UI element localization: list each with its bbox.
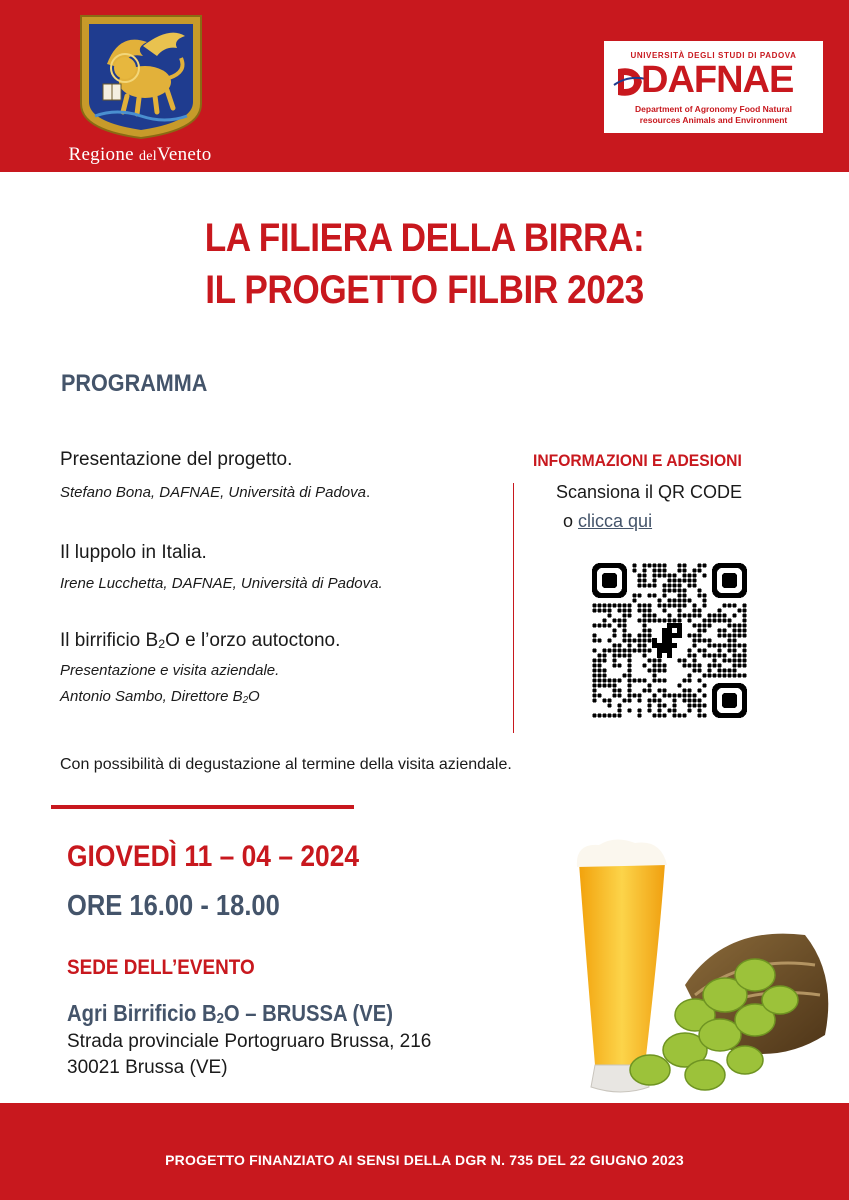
title-line-2: IL PROGETTO FILBIR 2023 [205,268,644,312]
logo-word-del: del [138,149,157,164]
programma-heading: PROGRAMMA [61,370,208,397]
venue-part: O – BRUSSA (VE) [223,1000,393,1026]
program-item-2-title: Il luppolo in Italia. [60,542,207,563]
tasting-note: Con possibilità di degustazione al termine della visita aziendale. [60,756,512,773]
venue-address-line-2: 30021 Brussa (VE) [67,1057,228,1078]
department-name [604,104,823,126]
program-item-2-speaker: Irene Lucchetta, DAFNAE, Università di Padova. [60,575,383,592]
qr-code[interactable] [592,563,747,718]
dafnae-wordmark: DAFNAE [641,59,794,101]
university-name: UNIVERSITÀ DEGLI STUDI DI PADOVA [630,51,797,60]
column-divider [513,483,514,733]
funding-notice: PROGETTO FINANZIATO AI SENSI DELLA DGR N. 735 DEL 22 GIUGNO 2023 [165,1152,684,1168]
regione-veneto-logo [40,10,240,170]
section-rule [51,805,354,809]
event-time: ORE 16.00 - 18.00 [67,890,280,922]
program-item-1-speaker [60,484,370,501]
subscript: 2 [242,695,249,706]
lion-of-saint-mark-icon [77,12,205,140]
department-line-1: Department of Agronomy Food Natural [635,104,792,114]
speaker-suffix: . [366,484,371,501]
program-item-1-title: Presentazione del progetto. [60,449,293,470]
logo-word-veneto: Veneto [156,144,212,165]
title-part: O e l’orzo autoctono. [165,630,341,651]
subscript: 2 [158,637,166,651]
speaker-part: Antonio Sambo, Direttore B [60,688,243,705]
department-line-2: resources Animals and Environment [639,115,788,125]
subscript: 2 [216,1010,224,1027]
title-part: Il birrificio B [60,630,159,651]
regione-veneto-wordmark [40,144,240,166]
program-item-3-subtitle: Presentazione e visita aziendale. [60,662,280,679]
speaker-name: Stefano Bona, DAFNAE, Università di Padova [60,484,366,501]
beer-and-hops-image [575,835,835,1100]
info-heading: INFORMAZIONI E ADESIONI [533,451,742,470]
event-date: GIOVEDÌ 11 – 04 – 2024 [67,840,360,873]
venue-address-line-1: Strada provinciale Portogruaro Brussa, 216 [67,1031,432,1052]
logo-word-regione: Regione [68,144,134,165]
info-scan-text: Scansiona il QR CODE [556,482,743,502]
click-prefix: o [563,511,574,531]
event-title [51,212,798,316]
venue-part: Agri Birrificio B [67,1000,217,1026]
dafnae-logo [604,41,823,133]
program-item-3-speaker [60,688,260,706]
info-click-text [563,511,652,532]
program-item-3-title [60,630,340,652]
venue-heading: SEDE DELL’EVENTO [67,956,255,979]
speaker-part: O [248,688,260,705]
clicca-qui-link[interactable]: clicca qui [578,511,653,531]
venue-name [67,1000,393,1027]
title-line-1: LA FILIERA DELLA BIRRA: [204,216,645,260]
